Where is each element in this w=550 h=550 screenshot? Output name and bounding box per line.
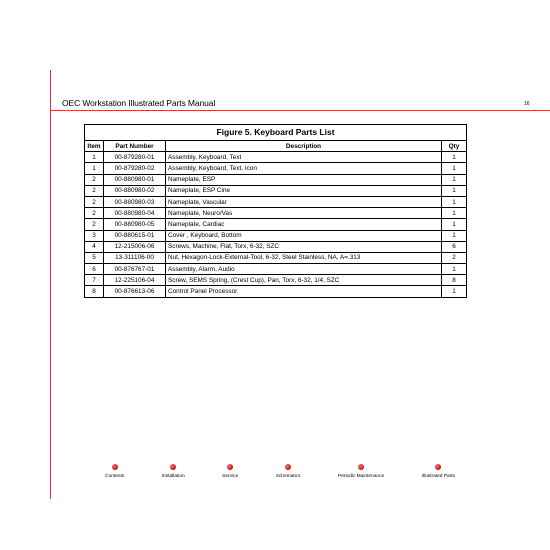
cell-item: 2	[85, 185, 104, 196]
table-row	[85, 185, 467, 196]
cell-description: Nut, Hexagon-Lock-External-Tool, 6-32, Steel Stainless, NA, A=.313	[166, 252, 442, 263]
page-number: 16	[524, 101, 530, 107]
nav-label[interactable]: Periodic Maintenance	[338, 474, 385, 479]
red-dot-icon[interactable]	[227, 464, 233, 470]
table-row	[85, 219, 467, 230]
table-row	[85, 264, 467, 275]
cell-part-number: 13-311106-00	[104, 252, 166, 263]
cell-qty: 1	[442, 286, 467, 297]
cell-description: Cover , Keyboard, Bottom	[166, 230, 442, 241]
nav-label[interactable]: Installation	[161, 474, 185, 479]
cell-item: 5	[85, 252, 104, 263]
nav-link-service[interactable]	[222, 464, 238, 479]
red-dot-icon[interactable]	[358, 464, 364, 470]
cell-description: Control Panel Processor	[166, 286, 442, 297]
nav-link-illustrated-parts[interactable]	[422, 464, 455, 479]
nav-link-installation[interactable]	[162, 464, 185, 479]
cell-part-number: 00-880980-02	[104, 185, 166, 196]
cell-qty: 1	[442, 196, 467, 207]
bottom-navigation	[105, 464, 455, 479]
cell-qty: 1	[442, 264, 467, 275]
table-row	[85, 230, 467, 241]
cell-item: 6	[85, 264, 104, 275]
column-header-item: Item	[85, 141, 104, 152]
nav-label[interactable]: Illustrated Parts	[421, 474, 455, 479]
cell-qty: 1	[442, 174, 467, 185]
red-dot-icon[interactable]	[112, 464, 118, 470]
nav-label[interactable]: Schematics	[275, 474, 301, 479]
manual-title: OEC Workstation Illustrated Parts Manual	[62, 98, 216, 108]
cell-qty: 8	[442, 275, 467, 286]
cell-part-number: 00-880615-01	[104, 230, 166, 241]
cell-part-number: 00-876613-06	[104, 286, 166, 297]
cell-part-number: 00-879280-02	[104, 163, 166, 174]
cell-description: Nameplate, ESP	[166, 174, 442, 185]
table-row	[85, 286, 467, 297]
cell-description: Nameplate, Vascular	[166, 196, 442, 207]
table-row	[85, 163, 467, 174]
cell-part-number: 00-880980-03	[104, 196, 166, 207]
cell-item: 1	[85, 152, 104, 163]
table-row	[85, 275, 467, 286]
cell-description: Nameplate, Cardiac	[166, 219, 442, 230]
column-header-qty: Qty	[442, 141, 467, 152]
cell-part-number: 00-876767-01	[104, 264, 166, 275]
nav-label[interactable]: Service	[222, 474, 239, 479]
cell-part-number: 00-880980-04	[104, 208, 166, 219]
nav-label[interactable]: Contents	[105, 474, 125, 479]
column-header-description: Description	[166, 141, 442, 152]
cell-part-number: 12-215006-06	[104, 241, 166, 252]
cell-item: 2	[85, 219, 104, 230]
column-header-part-number: Part Number	[104, 141, 166, 152]
nav-link-periodic-maintenance[interactable]	[338, 464, 384, 479]
cell-item: 8	[85, 286, 104, 297]
cell-part-number: 00-880980-05	[104, 219, 166, 230]
margin-rule-vertical	[50, 70, 51, 499]
red-dot-icon[interactable]	[435, 464, 441, 470]
cell-qty: 1	[442, 185, 467, 196]
cell-qty: 2	[442, 252, 467, 263]
cell-item: 2	[85, 174, 104, 185]
red-dot-icon[interactable]	[170, 464, 176, 470]
cell-qty: 6	[442, 241, 467, 252]
cell-description: Nameplate, Neuro/Vas	[166, 208, 442, 219]
cell-qty: 1	[442, 230, 467, 241]
cell-part-number: 00-880980-01	[104, 174, 166, 185]
cell-item: 7	[85, 275, 104, 286]
cell-qty: 1	[442, 219, 467, 230]
header-rule	[50, 110, 550, 111]
table-caption: Figure 5. Keyboard Parts List	[84, 124, 467, 140]
cell-description: Screws, Machine, Flat, Torx, 6-32, SZC	[166, 241, 442, 252]
nav-link-schematics[interactable]	[276, 464, 301, 479]
cell-description: Assembly, Keyboard, Text, Icon	[166, 163, 442, 174]
cell-item: 2	[85, 196, 104, 207]
table-row	[85, 152, 467, 163]
cell-part-number: 12-225106-04	[104, 275, 166, 286]
cell-item: 2	[85, 208, 104, 219]
cell-qty: 1	[442, 208, 467, 219]
table-row	[85, 174, 467, 185]
table-row	[85, 196, 467, 207]
table-row	[85, 208, 467, 219]
table-header-row	[85, 141, 467, 152]
keyboard-parts-table	[84, 124, 467, 298]
cell-description: Nameplate, ESP Cine	[166, 185, 442, 196]
cell-item: 1	[85, 163, 104, 174]
cell-description: Assembly, Keyboard, Text	[166, 152, 442, 163]
table-row	[85, 241, 467, 252]
nav-link-contents[interactable]	[105, 464, 124, 479]
cell-description: Screw, SEMS Spring, (Crest Cup), Pan, Torx, 6-32, 1/4, SZC	[166, 275, 442, 286]
red-dot-icon[interactable]	[285, 464, 291, 470]
cell-item: 3	[85, 230, 104, 241]
cell-description: Assembly, Alarm, Audio	[166, 264, 442, 275]
cell-part-number: 00-879280-01	[104, 152, 166, 163]
cell-qty: 1	[442, 152, 467, 163]
table-row	[85, 252, 467, 263]
cell-qty: 1	[442, 163, 467, 174]
cell-item: 4	[85, 241, 104, 252]
